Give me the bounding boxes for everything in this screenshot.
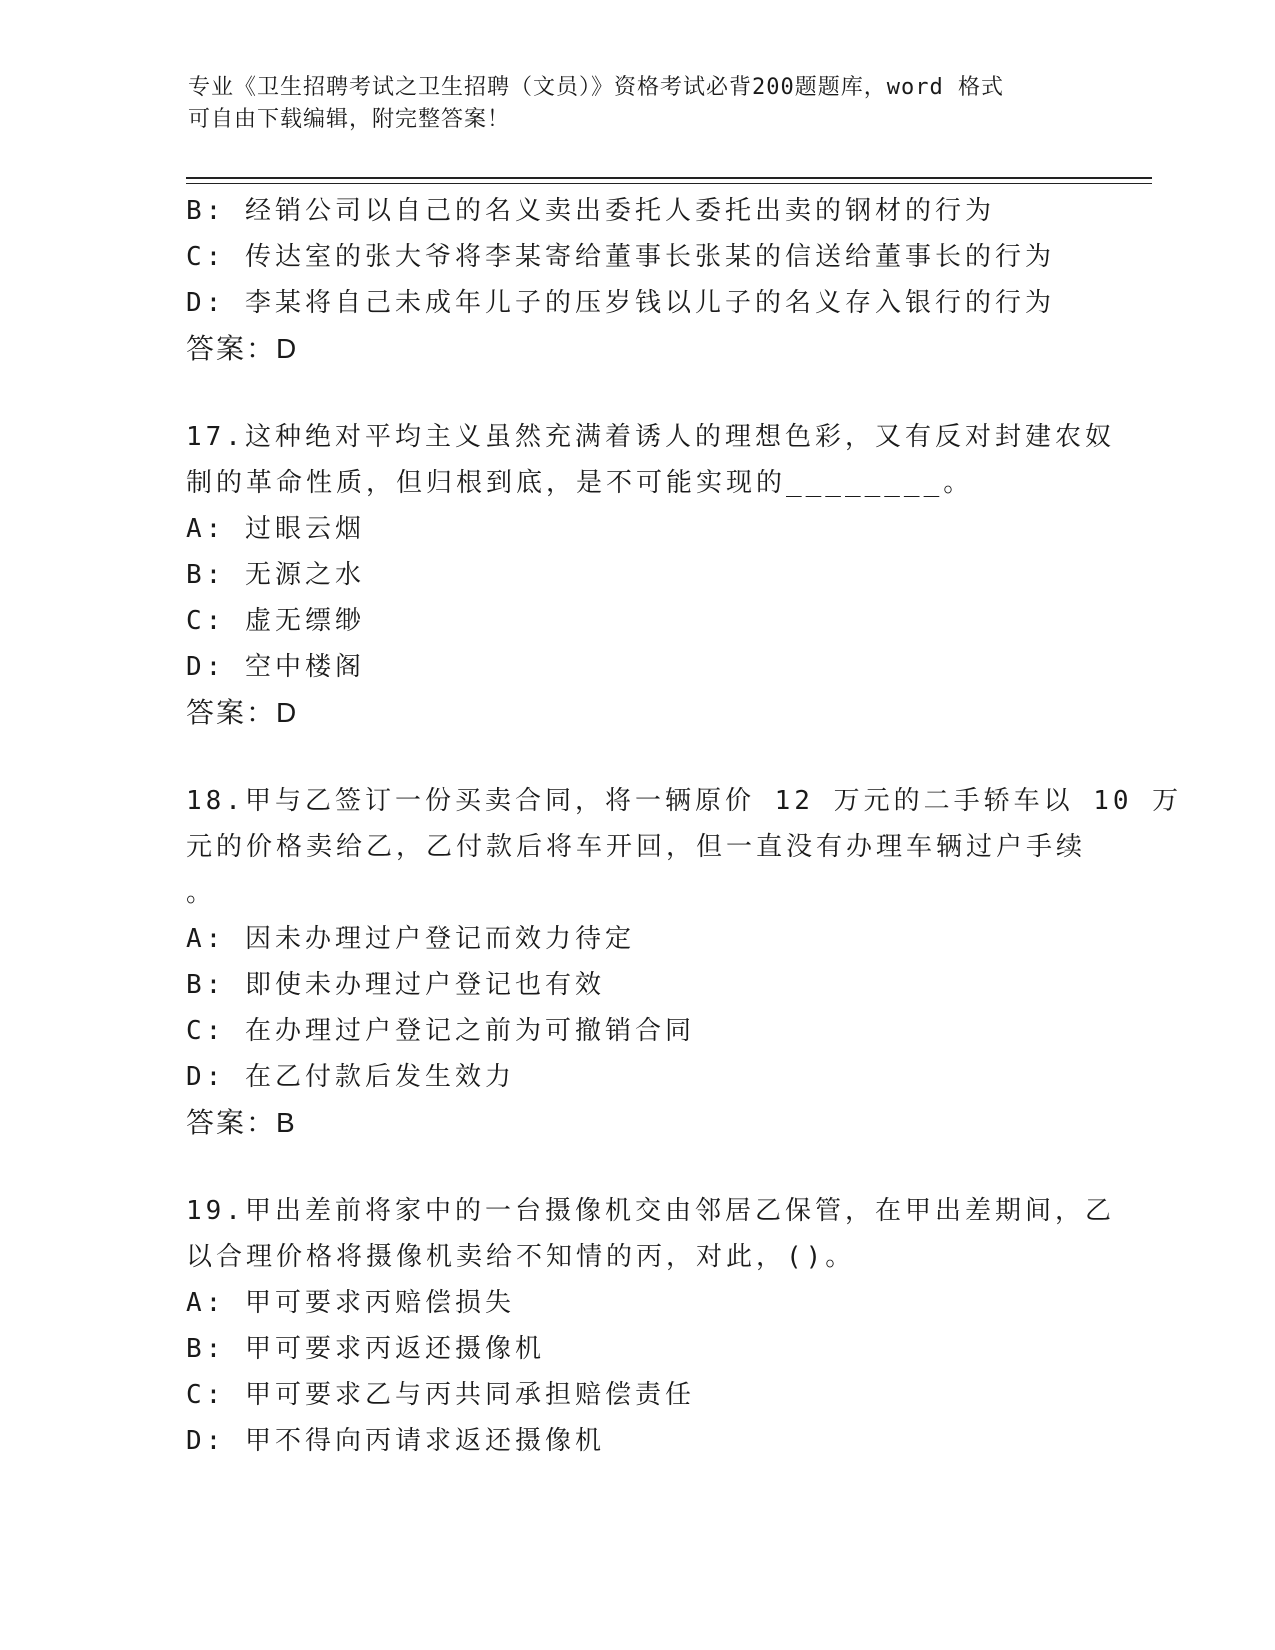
question-block-19 (186, 1188, 1115, 1464)
option-d: D: 李某将自己未成年儿子的压岁钱以儿子的名义存入银行的行为 (186, 288, 1055, 318)
question-block-16-continued (186, 188, 1086, 372)
option-d: D: 甲不得向丙请求返还摄像机 (186, 1426, 605, 1456)
question-stem: 19.甲出差前将家中的一台摄像机交由邻居乙保管，在甲出差期间，乙 (186, 1196, 1115, 1226)
option-b: B: 经销公司以自己的名义卖出委托人委托出卖的钢材的行为 (186, 196, 995, 226)
question-block-17 (186, 414, 1115, 736)
answer-line: 答案：D (186, 333, 299, 364)
option-c: C: 传达室的张大爷将李某寄给董事长张某的信送给董事长的行为 (186, 242, 1055, 272)
question-stem: 制的革命性质，但归根到底，是不可能实现的________。 (186, 468, 974, 498)
option-b: B: 无源之水 (186, 560, 365, 590)
question-stem: 以合理价格将摄像机卖给不知情的丙，对此，()。 (186, 1242, 856, 1272)
question-stem: 17.这种绝对平均主义虽然充满着诱人的理想色彩，又有反对封建农奴 (186, 422, 1115, 452)
option-b: B: 即使未办理过户登记也有效 (186, 970, 605, 1000)
question-stem: 元的价格卖给乙，乙付款后将车开回，但一直没有办理车辆过户手续 (186, 832, 1087, 862)
option-d: D: 空中楼阁 (186, 652, 365, 682)
option-b: B: 甲可要求丙返还摄像机 (186, 1334, 545, 1364)
option-a: A: 因未办理过户登记而效力待定 (186, 924, 635, 954)
document-header (188, 72, 1068, 136)
header-divider-thick (186, 177, 1152, 179)
header-title-line-2: 可自由下载编辑，附完整答案！ (188, 107, 511, 132)
spacer (186, 372, 1086, 414)
option-c: C: 虚无缥缈 (186, 606, 365, 636)
option-c: C: 在办理过户登记之前为可撤销合同 (186, 1016, 695, 1046)
spacer (186, 1146, 1086, 1188)
question-content (186, 188, 1183, 1464)
question-stem: 。 (186, 878, 217, 908)
question-stem: 18.甲与乙签订一份买卖合同，将一辆原价 12 万元的二手轿车以 10 万 (186, 786, 1183, 816)
spacer (186, 736, 1086, 778)
header-title-line-1: 专业《卫生招聘考试之卫生招聘（文员）》资格考试必背200题题库，word 格式 (188, 75, 1004, 100)
header-divider-thin (186, 183, 1152, 184)
option-a: A: 过眼云烟 (186, 514, 365, 544)
answer-line: 答案：D (186, 697, 299, 728)
option-d: D: 在乙付款后发生效力 (186, 1062, 515, 1092)
option-c: C: 甲可要求乙与丙共同承担赔偿责任 (186, 1380, 695, 1410)
option-a: A: 甲可要求丙赔偿损失 (186, 1288, 515, 1318)
answer-line: 答案：B (186, 1107, 297, 1138)
question-block-18 (186, 778, 1183, 1146)
